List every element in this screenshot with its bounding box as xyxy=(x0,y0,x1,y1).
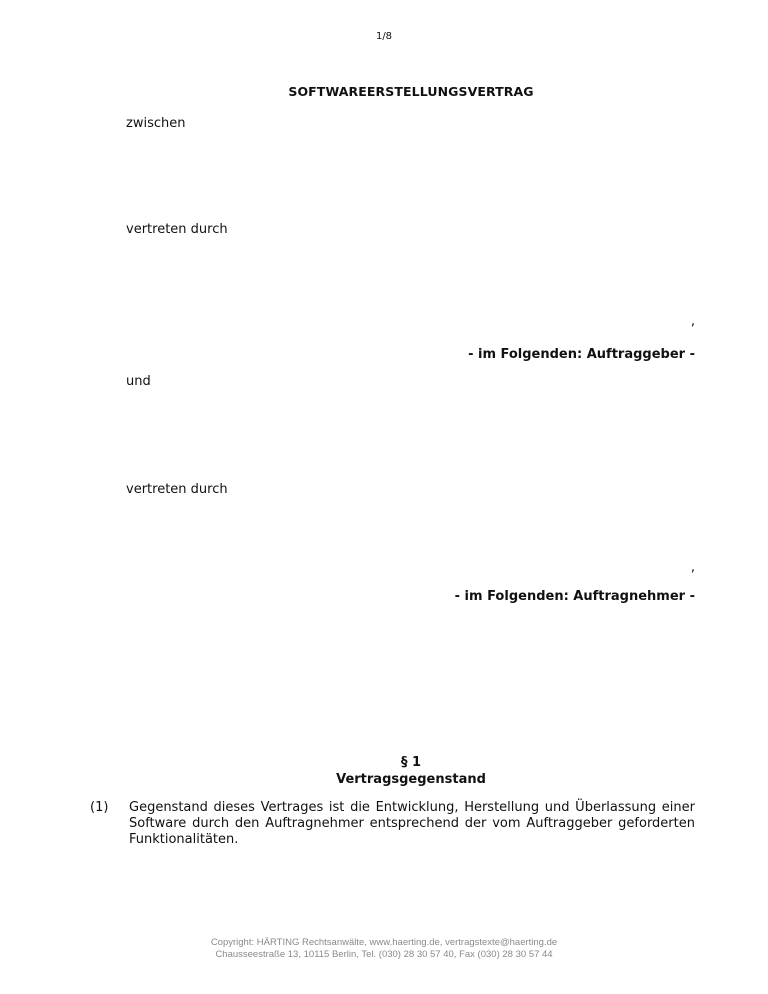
represented-by-label-client: vertreten durch xyxy=(126,222,228,237)
footer-line-2: Chausseestraße 13, 10115 Berlin, Tel. (030) 28 30 57 40, Fax (030) 28 30 57 44 xyxy=(215,949,553,960)
represented-by-label-contractor: vertreten durch xyxy=(126,482,228,497)
document-title: SOFTWAREERSTELLUNGSVERTRAG xyxy=(288,84,534,99)
client-comma: , xyxy=(690,314,695,329)
section-title: Vertragsgegenstand xyxy=(336,772,486,787)
client-role-label: - im Folgenden: Auftraggeber - xyxy=(468,347,695,362)
section-heading xyxy=(0,754,768,788)
footer-line-1: Copyright: HÄRTING Rechtsanwälte, www.haerting.de, vertragstexte@haerting.de xyxy=(210,937,558,948)
contractor-role-label: - im Folgenden: Auftragnehmer - xyxy=(454,589,695,604)
and-label: und xyxy=(126,374,151,389)
paragraph-number: (1) xyxy=(90,800,109,815)
section-number: § 1 xyxy=(400,755,422,770)
contractor-comma: , xyxy=(690,560,695,575)
page-number: 1/8 xyxy=(375,31,393,42)
copyright-footer xyxy=(0,937,768,961)
between-label: zwischen xyxy=(126,116,186,131)
paragraph-text: Gegenstand dieses Vertrages ist die Entwicklung, Herstellung und Überlassung einer Software durch den Auftragnehmer entsprechend der vom Auftraggeber geforderten Funktionalitäten. xyxy=(129,800,695,847)
